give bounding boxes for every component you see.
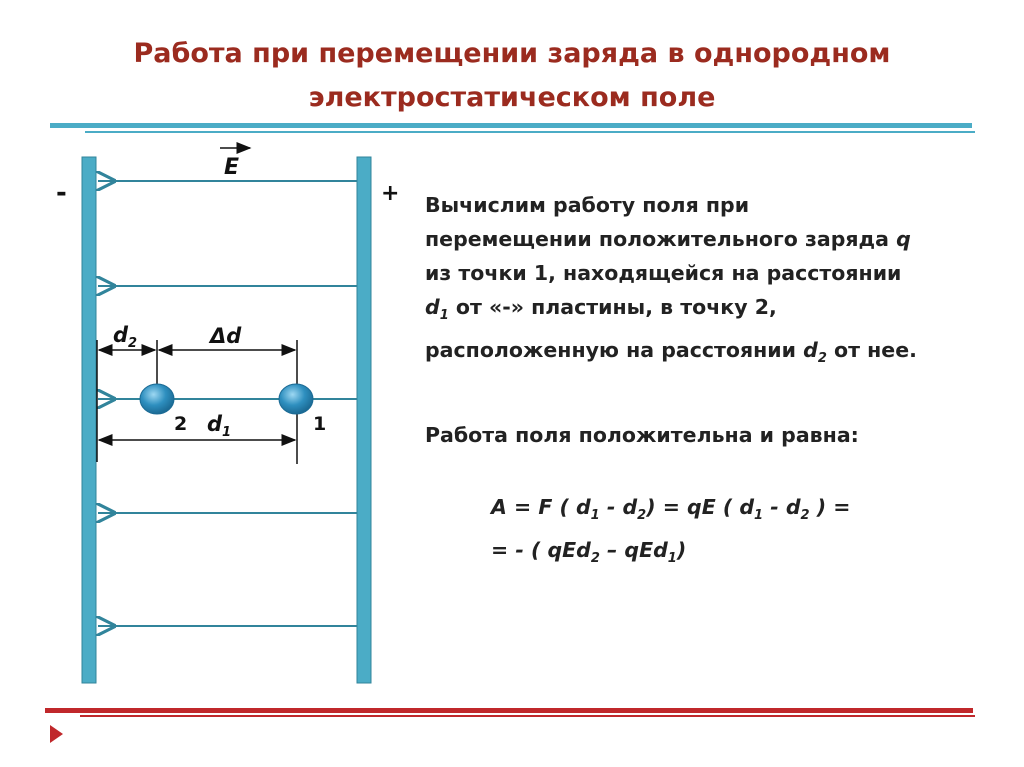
d1-label: $d_1$ <box>207 412 232 440</box>
text-line-1: Вычислим работу поля при <box>425 193 750 217</box>
formula-line-2: = - ( qEd$_2$ – qEd$_1$) <box>491 538 687 567</box>
point-1-label: 1 <box>313 413 327 435</box>
work-statement: Работа поля положительна и равна: <box>425 423 859 447</box>
play-triangle-icon <box>50 725 63 743</box>
plus-sign: + <box>381 181 400 206</box>
charge-point-1 <box>279 384 313 414</box>
title-line-1: Работа при перемещении заряда в однородном <box>133 38 891 69</box>
point-2-label: 2 <box>174 413 188 435</box>
text-line-2: перемещении положительного заряда q <box>425 227 911 251</box>
bottom-rule-thin <box>80 715 975 717</box>
explanation-text <box>425 188 1005 376</box>
negative-plate <box>82 157 96 683</box>
minus-sign: - <box>56 178 67 208</box>
text-line-4: $d_1$ от «-» пластины, в точку 2, <box>425 295 777 324</box>
bottom-rule <box>45 708 973 713</box>
positive-plate <box>357 157 371 683</box>
text-line-5: расположенную на расстоянии $d_2$ от нее. <box>425 338 917 367</box>
charge-point-2 <box>140 384 174 414</box>
text-line-3: из точки 1, находящейся на расстоянии <box>425 261 902 285</box>
field-lines <box>98 181 357 626</box>
d2-label: $d_2$ <box>113 323 138 351</box>
delta-d-label: Δd <box>210 324 242 348</box>
title-line-2: электростатическом поле <box>308 82 716 113</box>
formula-line-1: A = F ( $d_1 - d_2$) = qE ( $d_1 - d_2$ ) = <box>491 495 851 524</box>
field-label: E <box>224 155 240 180</box>
work-formula <box>491 490 850 576</box>
